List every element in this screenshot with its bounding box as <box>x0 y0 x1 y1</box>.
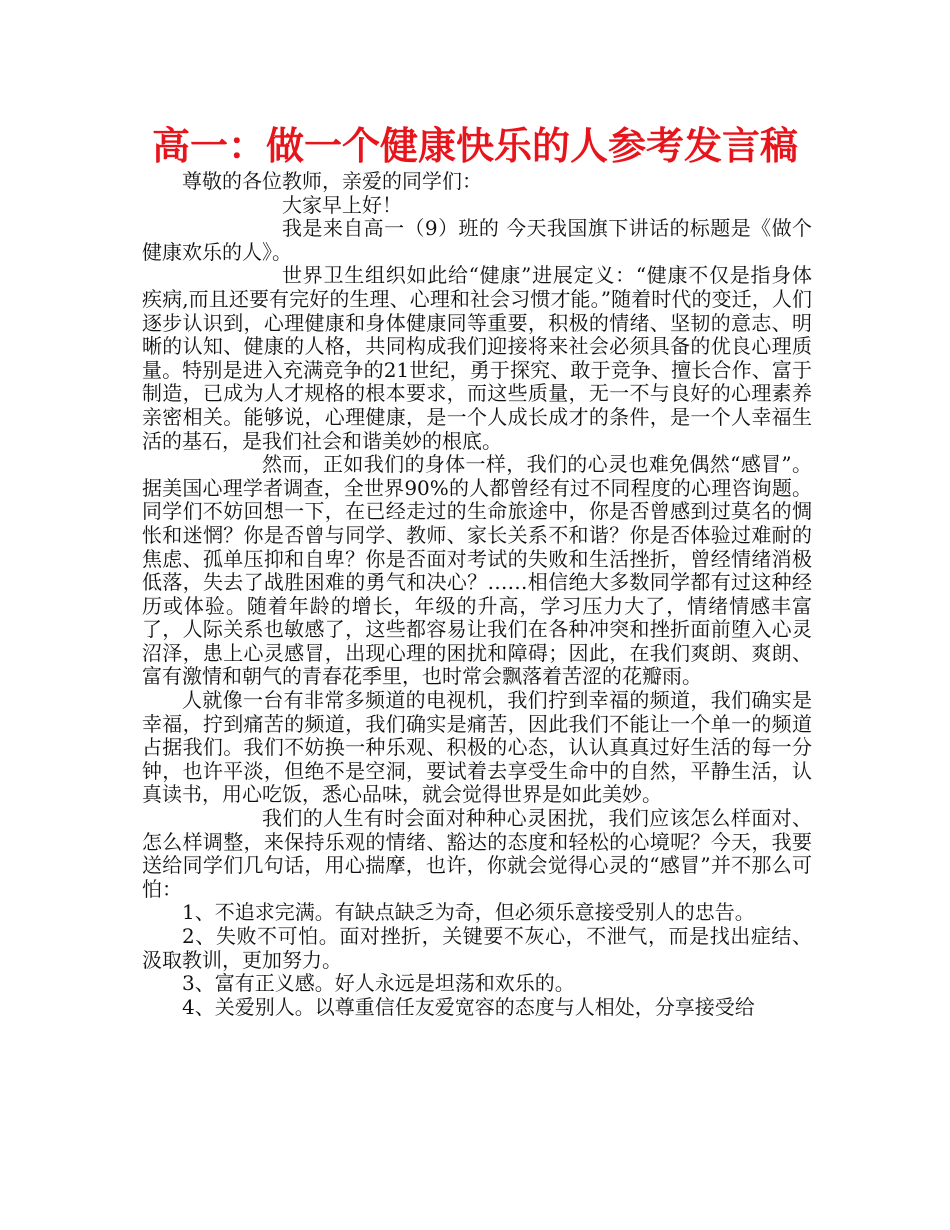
salutation: 尊敬的各位教师，亲爱的同学们： <box>182 169 482 193</box>
paragraph-psychological-cold: 然而，正如我们的身体一样，我们的心灵也难免偶然“感冒”。据美国心理学者调查，全世界90%的人都曾经有过不同程度的心理咨询题。同学们不妨回想一下，在已经走过的生命旅途中，你是否曾感到过莫名的惆怅和迷惘？你是否曾与同学、教师、家长关系不和谐？你是否体验过难耐的焦虑、孤单压抑和自卑？你是否面对考试的失败和生活挫折，曾经情绪消极低落，失去了战胜困难的勇气和决心？……相信绝大多数同学都有过这种经历或体验。随着年龄的增长，年级的升高，学习压力大了，情绪情感丰富了，人际关系也敏感了，这些都容易让我们在各种冲突和挫折面前堕入心灵沼泽，患上心灵感冒，出现心理的困扰和障碍；因此，在我们爽朗、爽朗、富有激情和朝气的青春花季里，也时常会飘落着苦涩的花瓣雨。 <box>142 452 812 689</box>
list-item: 3、富有正义感。好人永远是坦荡和欢乐的。 <box>182 971 575 996</box>
paragraph-tv-metaphor: 人就像一台有非常多频道的电视机，我们拧到幸福的频道，我们确实是幸福，拧到痛苦的频道，我们确实是痛苦，因此我们不能让一个单一的频道占据我们。我们不妨换一种乐观、积极的心态，认认真真过好生活的每一分钟，也许平淡，但绝不是空洞，要试着去享受生命中的自然，平静生活，认真读书，用心吃饭，悉心品味，就会觉得世界是如此美妙。 <box>142 688 812 807</box>
list-item: 1、不追求完满。有缺点缺乏为奇，但必须乐意接受别人的忠告。 <box>182 900 755 925</box>
paragraph-intro: 我是来自高一（9）班的 今天我国旗下讲话的标题是《做个健康欢乐的人》。 <box>142 216 812 264</box>
document-body <box>142 170 812 1019</box>
list-item: 4、关爱别人。以尊重信任友爱宽容的态度与人相处，分享接受给 <box>182 994 755 1019</box>
list-item: 2、失败不可怕。面对挫折，关键要不灰心，不泄气，而是找出症结、汲取教训，更加努力。 <box>142 924 812 972</box>
paragraph-advice-intro: 我们的人生有时会面对种种心灵困扰，我们应该怎么样面对、怎么样调整，来保持乐观的情绪、豁达的态度和轻松的心境呢？今天，我要送给同学们几句话，用心揣摩，也许，你就会觉得心灵的“感冒”并不那么可怕： <box>142 806 812 901</box>
greeting: 大家早上好！ <box>282 192 402 217</box>
paragraph-who-definition: 世界卫生组织如此给“健康”进展定义：“健康不仅是指身体疾病,而且还要有完好的生理、心理和社会习惯才能。”随着时代的变迁，人们逐步认识到，心理健康和身体健康同等重要，积极的情绪、坚韧的意志、明晰的认知、健康的人格，共同构成我们迎接将来社会必须具备的优良心理质量。特别是进入充满竞争的21世纪，勇于探究、敢于竞争、擅长合作、富于制造，已成为人才规格的根本要求，而这些质量，无一不与良好的心理素养亲密相关。能够说，心理健康，是一个人成长成才的条件，是一个人幸福生活的基石，是我们社会和谐美妙的根底。 <box>142 263 812 453</box>
document-title: 高一：做一个健康快乐的人参考发言稿 <box>151 124 798 168</box>
